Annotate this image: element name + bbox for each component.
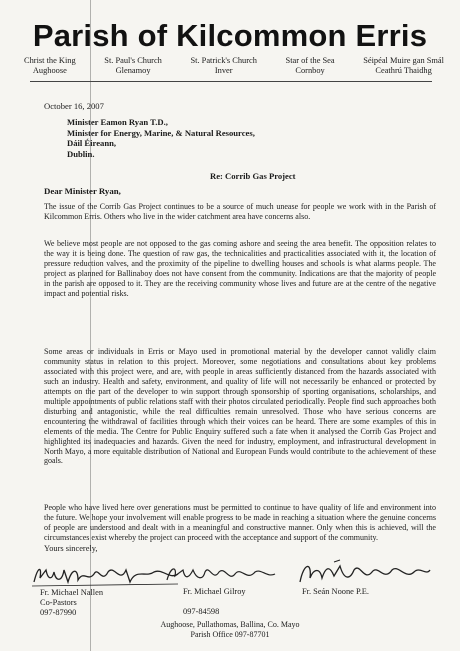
body-paragraph: The issue of the Corrib Gas Project continues to be a source of much unease for people we work with in the Parish of Kilcommon Erris. Others who live in the wider catchment area have concerns also.	[44, 202, 436, 221]
church-place: Aughoose	[32, 66, 67, 75]
church-item	[363, 56, 444, 76]
church-name: St. Paul's Church	[104, 56, 162, 65]
signatory-phone: 097-84598	[183, 607, 220, 616]
closing: Yours sincerely,	[44, 544, 98, 553]
header-divider	[30, 81, 432, 82]
church-name: St. Patrick's Church	[190, 56, 257, 65]
body-paragraph: Some areas or individuals in Erris or Mayo used in promotional material by the developer cannot validly claim community status in relation to this project. Moreover, some negotiations and consultations about key problems associated with this project were, and are, with people in areas sufficiently distanced from the hazards associated with such an industry. Health and safety, environment, and quality of life will not necessarily be enhanced or protected by attempts on the part of the developer to win support through sponsorship of sporting organisations, scholarships, and multiple appointments of public relations staff with their photos circulated periodically. People find such approaches both disturbing and antagonistic, while the real difficulties remain unresolved. Those who have serious concerns are encountering the withdrawal of facilities through which their voices can be heard. There are some examples of this in elements of the media. The Centre for Public Enquiry suffered such a fate when it analysed the Corrib Gas Project and highlighted its inadequacies and hazards. Given the need for industry, employment, and infrastructural development in North Mayo, a more equitable distribution of National and European Funds would contribute to the achievement of these goals.	[44, 347, 436, 466]
letter-footer	[0, 620, 460, 640]
signatory-role: Co-Pastors	[40, 598, 77, 607]
scan-fold-line	[90, 0, 91, 651]
church-place: Cornboy	[295, 66, 325, 75]
church-place: Ceathrú Thaidhg	[375, 66, 432, 75]
church-place: Glenamoy	[115, 66, 151, 75]
signatory-gilroy	[183, 587, 246, 617]
signatory-noone	[302, 587, 369, 597]
addressee-line: Minister Eamon Ryan T.D.,	[67, 117, 168, 127]
body-paragraph: People who have lived here over generations must be permitted to continue to have quality of life and environment into the future. We hope your involvement will enable progress to be made in reaching a situation where the genuine concerns of people are understood and dealt with in a meaningful and constructive manner. Only when this is achieved, will the circumstances exist whereby the project can proceed with the acceptance and support of the community.	[44, 503, 436, 542]
signatory-name: Fr. Michael Gilroy	[183, 587, 246, 596]
church-item	[286, 56, 335, 76]
addressee-line: Dáil Éireann,	[67, 138, 117, 149]
church-place: Inver	[214, 66, 233, 75]
salutation: Dear Minister Ryan,	[44, 186, 121, 196]
addressee-line: Minister for Energy, Marine, & Natural Resources,	[67, 127, 255, 138]
footer-phone: Parish Office 097-87701	[190, 630, 270, 639]
signatory-nallen	[40, 588, 103, 618]
footer-address: Aughoose, Pullathomas, Ballina, Co. Mayo	[160, 620, 300, 629]
letter-date: October 16, 2007	[44, 101, 104, 111]
signatory-phone: 097-87990	[40, 608, 77, 617]
church-name: Séipéal Muire gan Smál	[363, 56, 444, 65]
church-name: Christ the King	[24, 56, 76, 65]
parish-title: Parish of Kilcommon Erris	[32, 18, 428, 53]
signature-gilroy-icon	[163, 560, 283, 590]
addressee-line: Dublin.	[67, 148, 95, 159]
signatory-name: Fr. Seán Noone P.E.	[302, 587, 369, 596]
signatory-role	[183, 597, 246, 607]
signature-noone-icon	[294, 558, 434, 590]
church-list	[24, 56, 444, 76]
body-paragraph: We believe most people are not opposed to the gas coming ashore and seeing the area benefit. The opposition relates to the way it is being done. The question of raw gas, the technicalities and practicalities associated with it, the location of pressure reduction valves, and the proximity of the pipeline to dwelling houses and schools is what alarms people. The project as planned for Ballinaboy does not have consent from the community. Indications are that the majority of people in the parish are opposed to it. They are the receiving community whose lives and future are at the centre of the negative impact and potential risks.	[44, 239, 436, 298]
subject-line: Re: Corrib Gas Project	[210, 171, 296, 181]
signatory-name: Fr. Michael Nallen	[40, 588, 104, 597]
church-item	[190, 56, 256, 76]
addressee-block	[67, 117, 255, 159]
church-name: Star of the Sea	[285, 56, 335, 65]
church-item	[104, 56, 162, 76]
church-item	[24, 56, 76, 76]
